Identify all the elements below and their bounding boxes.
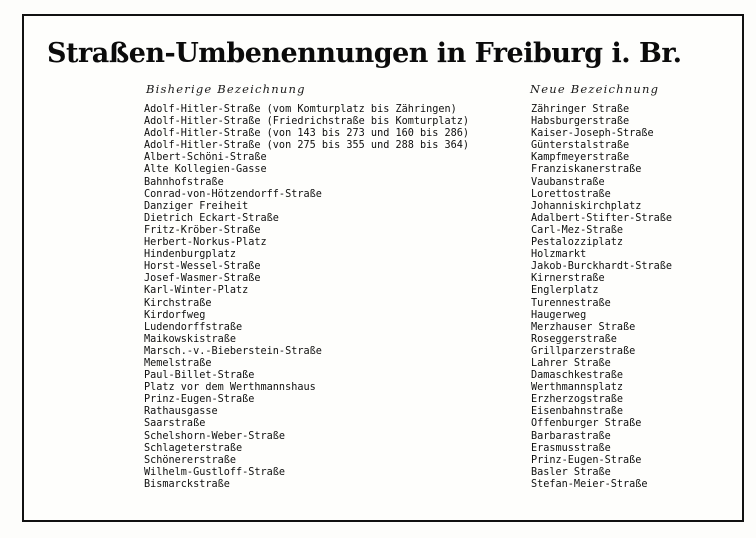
new-street-name: Jakob-Burckhardt-Straße: [531, 261, 673, 273]
new-street-name: Lahrer Straße: [531, 357, 611, 369]
new-street-name: Merzhauser Straße: [531, 321, 636, 333]
old-street-name: Ludendorffstraße: [144, 321, 243, 333]
new-street-name: Erasmusstraße: [531, 442, 611, 454]
old-names-heading: Bisherige Bezeichnung: [146, 82, 306, 96]
new-street-name: Carl-Mez-Straße: [531, 224, 624, 236]
new-street-name: Haugerweg: [531, 309, 587, 321]
old-street-name: Hindenburgplatz: [144, 249, 237, 261]
document-title: Straßen-Umbenennungen in Freiburg i. Br.: [47, 38, 682, 69]
old-street-name: Schelshorn-Weber-Straße: [144, 430, 286, 442]
old-street-name: Wilhelm-Gustloff-Straße: [144, 466, 286, 478]
old-street-name: Rathausgasse: [144, 406, 218, 418]
new-names-list: [531, 104, 672, 491]
new-street-name: Günterstalstraße: [531, 140, 630, 152]
old-street-name: Schlageterstraße: [144, 442, 243, 454]
old-street-name: Kirchstraße: [144, 297, 212, 309]
new-street-name: Roseggerstraße: [531, 333, 617, 345]
new-street-name: Englerplatz: [531, 285, 599, 297]
old-street-name: Saarstraße: [144, 418, 206, 430]
old-street-name: Herbert-Norkus-Platz: [144, 237, 267, 249]
old-street-name: Josef-Wasmer-Straße: [144, 273, 261, 285]
new-street-name: Adalbert-Stifter-Straße: [531, 212, 673, 224]
old-street-name: Memelstraße: [144, 357, 212, 369]
new-street-name: Lorettostraße: [531, 188, 611, 200]
old-street-name: Dietrich Eckart-Straße: [144, 212, 279, 224]
old-street-name: Adolf-Hitler-Straße (von 275 bis 355 und 288 bis 364): [144, 140, 470, 152]
new-names-heading: Neue Bezeichnung: [530, 82, 660, 96]
old-street-name: Maikowskistraße: [144, 333, 237, 345]
old-street-name: Adolf-Hitler-Straße (von 143 bis 273 und 160 bis 286): [144, 128, 470, 140]
old-street-name: Adolf-Hitler-Straße (Friedrichstraße bis Komturplatz): [144, 116, 470, 128]
old-names-list: [144, 104, 469, 491]
old-street-name: Bismarckstraße: [144, 478, 230, 490]
old-street-name: Albert-Schöni-Straße: [144, 152, 267, 164]
new-street-name: Prinz-Eugen-Straße: [531, 454, 642, 466]
new-street-name: Stefan-Meier-Straße: [531, 478, 648, 490]
old-street-name: Adolf-Hitler-Straße (vom Komturplatz bis Zähringen): [144, 104, 457, 115]
old-street-name: Bahnhofstraße: [144, 176, 224, 188]
new-street-name: Zähringer Straße: [531, 104, 630, 115]
new-street-name: Basler Straße: [531, 466, 611, 478]
old-street-name: Paul-Billet-Straße: [144, 370, 255, 382]
new-street-name: Barbarastraße: [531, 430, 611, 442]
new-street-name: Werthmannsplatz: [531, 382, 624, 394]
old-street-name: Marsch.-v.-Bieberstein-Straße: [144, 345, 322, 357]
old-street-name: Horst-Wessel-Straße: [144, 261, 261, 273]
old-street-name: Schönererstraße: [144, 454, 237, 466]
new-street-name: Kirnerstraße: [531, 273, 605, 285]
new-street-name: Eisenbahnstraße: [531, 406, 624, 418]
new-street-name: Pestalozziplatz: [531, 237, 624, 249]
new-street-name: Turennestraße: [531, 297, 611, 309]
new-street-name: Offenburger Straße: [531, 418, 642, 430]
old-street-name: Alte Kollegien-Gasse: [144, 164, 267, 176]
old-street-name: Conrad-von-Hötzendorff-Straße: [144, 188, 322, 200]
new-street-name: Habsburgerstraße: [531, 116, 630, 128]
new-street-name: Erzherzogstraße: [531, 394, 624, 406]
new-street-name: Kaiser-Joseph-Straße: [531, 128, 654, 140]
new-street-name: Franziskanerstraße: [531, 164, 642, 176]
old-street-name: Danziger Freiheit: [144, 200, 249, 212]
new-street-name: Holzmarkt: [531, 249, 587, 261]
new-street-name: Damaschkestraße: [531, 370, 624, 382]
old-street-name: Platz vor dem Werthmannshaus: [144, 382, 316, 394]
new-street-name: Johanniskirchplatz: [531, 200, 642, 212]
old-street-name: Kirdorfweg: [144, 309, 206, 321]
new-street-name: Vaubanstraße: [531, 176, 605, 188]
old-street-name: Karl-Winter-Platz: [144, 285, 249, 297]
old-street-name: Fritz-Kröber-Straße: [144, 224, 261, 236]
new-street-name: Grillparzerstraße: [531, 345, 636, 357]
old-street-name: Prinz-Eugen-Straße: [144, 394, 255, 406]
new-street-name: Kampfmeyerstraße: [531, 152, 630, 164]
